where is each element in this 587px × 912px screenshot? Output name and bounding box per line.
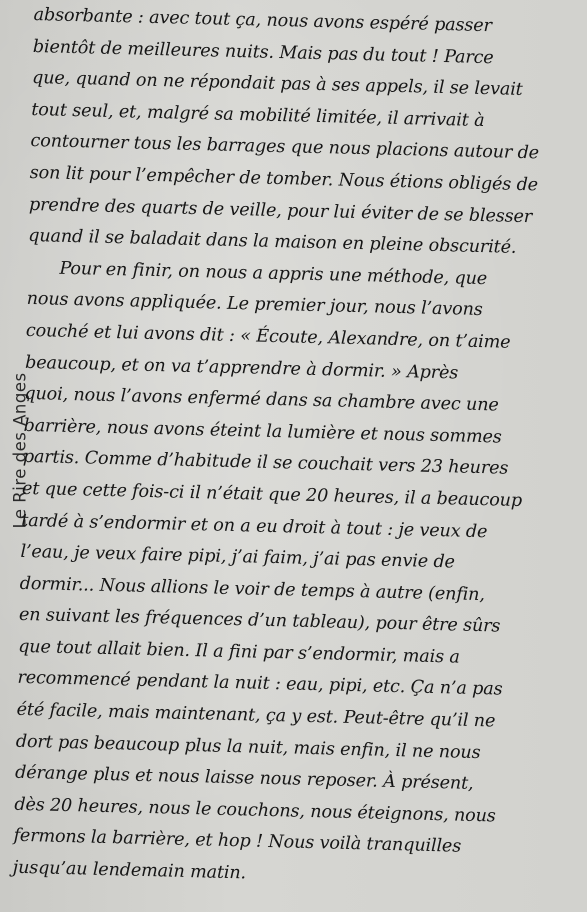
text-line: et que cette fois-ci il n’était que 20 heures, il a beaucoup (21, 478, 523, 511)
text-line: dès 20 heures, nous le couchons, nous éteignons, nous (14, 794, 496, 827)
text-line: contourner tous les barrages que nous placions autour de (30, 131, 540, 164)
text-line: beaucoup, et on va t’apprendre à dormir. » Après (24, 352, 459, 384)
text-line: tardé à s’endormir et on a eu droit à tout : je veux de (21, 510, 488, 542)
text-line: fermons la barrière, et hop ! Nous voilà tranquilles (13, 826, 462, 858)
text-line: prendre des quarts de veille, pour lui éviter de se blesser (28, 194, 533, 227)
text-line: quoi, nous l’avons enfermé dans sa chambre avec une (24, 384, 499, 416)
body-text (12, 0, 585, 898)
text-line: dort pas beaucoup plus la nuit, mais enfin, il ne nous (15, 731, 481, 763)
text-line: absorbante : avec tout ça, nous avons espéré passer (33, 4, 493, 37)
running-head: Le Rire des Anges (10, 372, 30, 529)
text-line: que, quand on ne répondait pas à ses appels, il se levait (31, 68, 523, 101)
text-line: dormir... Nous allions le voir de temps à autre (enfin, (19, 573, 486, 605)
text-line: dérange plus et nous laisse nous reposer. À présent, (14, 763, 474, 795)
text-line: quand il se baladait dans la maison en pleine obscurité. (27, 226, 517, 259)
text-line: partis. Comme d’habitude il se couchait vers 23 heures (22, 447, 509, 480)
text-line: couché et lui avons dit : « Écoute, Alexandre, on t’aime (25, 320, 511, 353)
paragraph-first-line: Pour en finir, on nous a appris une méthode, que (59, 258, 488, 289)
text-line: son lit pour l’empêcher de tomber. Nous étions obligés de (29, 162, 539, 196)
text-line: nous avons appliquée. Le premier jour, nous l’avons (26, 289, 483, 321)
text-line: l’eau, je veux faire pipi, j’ai faim, j’ai pas envie de (20, 541, 456, 573)
text-line: barrière, nous avons éteint la lumière et nous sommes (23, 415, 502, 448)
text-line: tout seul, et, malgré sa mobilité limitée, il arrivait à (31, 99, 485, 131)
text-line: été facile, mais maintenant, ça y est. Peut-être qu’il ne (16, 699, 496, 732)
text-line: que tout allait bien. Il a fini par s’endormir, mais a (17, 636, 461, 668)
text-line: jusqu’au lendemain matin. (12, 857, 247, 884)
text-line: recommencé pendant la nuit : eau, pipi, etc. Ça n’a pas (17, 668, 503, 701)
text-line: bientôt de meilleures nuits. Mais pas du tout ! Parce (32, 36, 494, 68)
text-line: en suivant les fréquences d’un tableau), pour être sûrs (18, 605, 501, 637)
